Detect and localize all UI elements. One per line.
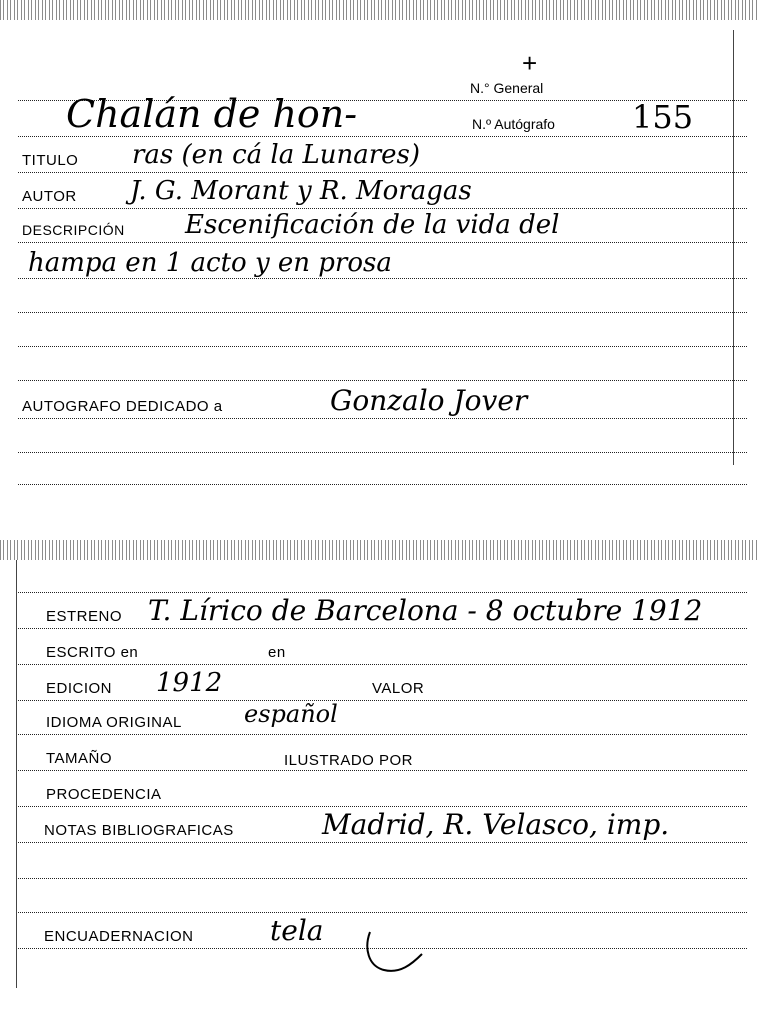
rule-line [18,452,747,453]
rule-line [18,700,747,701]
rule-line [18,912,747,913]
label-procedencia: PROCEDENCIA [46,786,162,803]
scan-noise-bottom [0,540,759,560]
rule-line [18,312,747,313]
notas-value: Madrid, R. Velasco, imp. [322,808,670,841]
scan-noise-top [0,0,759,20]
label-edicion: EDICION [46,680,113,697]
catalog-card-bottom [0,540,759,1028]
label-titulo: TITULO [22,152,79,169]
descripcion-line1: Escenificación de la vida del [185,210,560,240]
title-line1-handwritten: Chalán de hon- [66,92,358,136]
rule-line [18,346,747,347]
label-valor: VALOR [372,680,425,697]
rule-line [18,806,747,807]
label-autografo-dedicado: AUTOGRAFO DEDICADO a [22,398,223,415]
rule-line [18,380,747,381]
label-ilustrado-por: ILUSTRADO POR [284,752,414,769]
rule-line [18,418,747,419]
dedicado-value: Gonzalo Jover [330,384,528,417]
encuadernacion-value: tela [270,914,324,947]
descripcion-line2: hampa en 1 acto y en prosa [28,248,392,278]
rule-line [18,484,747,485]
label-en: en [268,644,286,661]
rule-line [18,242,747,243]
rule-line [18,628,747,629]
label-estreno: ESTRENO [46,608,123,625]
handwritten-hook-mark [360,928,430,978]
label-numero-autografo: N.º Autógrafo [472,116,555,132]
card-edge [733,30,734,465]
idioma-value: español [244,700,338,728]
rule-line [18,172,747,173]
rule-line [18,878,747,879]
rule-line [18,842,747,843]
label-idioma-original: IDIOMA ORIGINAL [46,714,182,731]
autografo-number: 155 [632,98,694,136]
label-autor: AUTOR [22,188,77,205]
label-numero-general: N.° General [470,80,544,96]
label-notas-bibliograficas: NOTAS BIBLIOGRAFICAS [44,822,234,839]
rule-line [18,136,747,137]
estreno-value: T. Lírico de Barcelona - 8 octubre 1912 [148,594,703,627]
label-escrito: ESCRITO en [46,644,139,661]
label-descripcion: DESCRIPCIÓN [22,222,125,238]
rule-line [18,278,747,279]
titulo-value: ras (en cá la Lunares) [132,140,421,170]
card-edge [16,560,17,988]
rule-line [18,948,747,949]
autor-value: J. G. Morant y R. Moragas [130,176,472,206]
rule-line [18,664,747,665]
general-mark: + [522,48,538,78]
rule-line [18,592,747,593]
label-encuadernacion: ENCUADERNACION [44,928,194,945]
rule-line [18,734,747,735]
rule-line [18,770,747,771]
label-tamano: TAMAÑO [46,750,113,767]
catalog-card-top [0,0,759,495]
edicion-value: 1912 [156,668,223,698]
rule-line [18,208,747,209]
